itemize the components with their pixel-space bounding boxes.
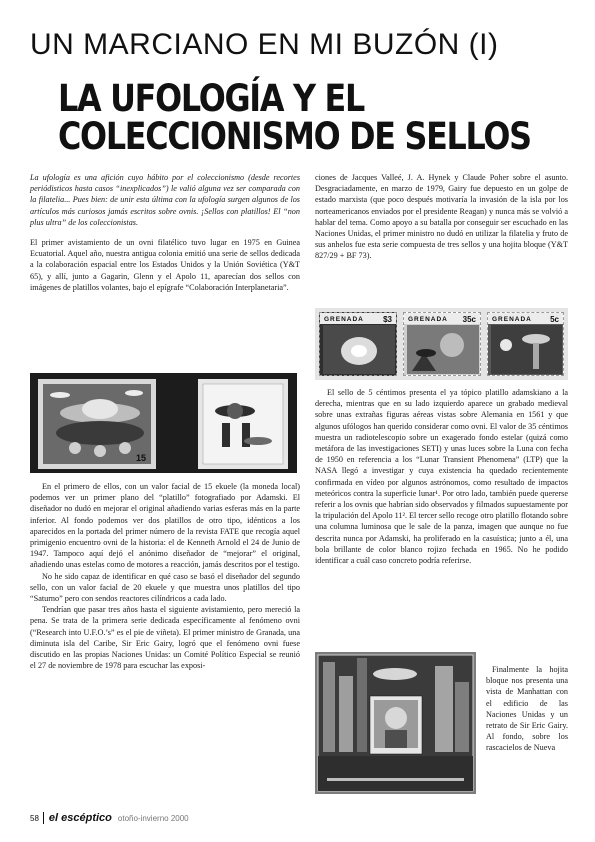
stamp-country: GRENADA <box>492 316 532 323</box>
column-left-top <box>30 172 300 293</box>
column-right-bottom <box>486 664 568 754</box>
stamp-value: 35c <box>462 315 476 324</box>
article-title <box>58 77 531 158</box>
stamp-country: GRENADA <box>324 316 364 323</box>
body-paragraph: El sello de 5 céntimos presenta el ya tópico platillo adamskiano a la derecha, mientras que en su lado izquierdo aparece un grabado medieval sobre unas extrañas figuras aéreas vistas sobre Alemania en 1561 y que algunos ufólogos han querido considerar como ovni. El valor de 35 céntimos muestra un radiotelescopio sobre un exagerado fondo estelar (quizá como metáfora de las investigaciones SETI) y unas luces sobre la Luna con fecha de 1950 en referencia a los “Lunar Transient Phenomena” (LTP) que la NASA llegó a investigar y cuya existencia ha quedado recientemente confirmada en vídeo por algunos astrónomos, como resultado de impactos meteóricos contra la superficie lunar¹. Por otro lado, también puede quererse referir a los ovnis que habrían sido observados y filmados supuestamente por la tripulación del Apolo 11². El tercer sello recoge otro platillo flotando sobre una columna luminosa que le sale de la panza, imagen que aunque no fue descrita nunca por Adamski, ha proliferado en la casuística; junto a él, una bola brillante de color blanco rojizo fechada en 1965. No he podido identificar a cuál caso concreto podría referirse. <box>315 388 568 566</box>
body-paragraph: Tendrían que pasar tres años hasta el siguiente avistamiento, pero mereció la pena. Se trata de la primera serie dedicada específicamente al fenómeno ovni (“Research into U.F.O.’s” es el pie de viñeta). El primer ministro de Granada, una diminuta isla del Caribe, Sir Eric Gairy, logró que el fenómeno ovni fuese discutido en las propias Naciones Unidas: un Comité Político Especial se reunió el 27 de noviembre de 1978 para escuchar las exposi- <box>30 605 300 671</box>
stamp-country: GRENADA <box>408 316 448 323</box>
title-line-2: COLECCIONISMO DE SELLOS <box>58 115 531 158</box>
body-paragraph: El primer avistamiento de un ovni filatélico tuvo lugar en 1975 en Guinea Ecuatorial. Aquel año, nuestra antigua colonia emitió una serie de sellos dedicada a la colaboración espacial entre los Estados Unidos y la Unión Soviética (Y&T 65), y allí, junto a Gagarin, Glenn y el Apolo 11, aparecían dos sellos con imágenes de platillos volantes, bajo el epígrafe “Colaboración Interplanetaria”. <box>30 238 300 292</box>
footer-divider <box>43 812 44 824</box>
page-footer <box>30 811 189 825</box>
column-left-bottom <box>30 481 300 671</box>
grenada-stamp-3 <box>487 312 564 376</box>
figure-souvenir-sheet <box>315 652 476 794</box>
stamp-value: 5c <box>550 315 559 324</box>
column-right-middle <box>315 387 568 566</box>
magazine-name: el escéptico <box>48 812 112 824</box>
column-right-top <box>315 172 568 262</box>
body-paragraph: No he sido capaz de identificar en qué caso se basó el diseñador del segundo sello, con un valor facial de 20 ekuele y que muestra unos platillos del tipo “Saturno” pero con sendos reactores cilíndricos a cada lado. <box>30 571 300 604</box>
eg-stamp-value: 15 <box>136 453 147 463</box>
guinea-stamps-image <box>30 373 297 473</box>
article-kicker: UN MARCIANO EN MI BUZÓN (I) <box>30 28 499 61</box>
lead-paragraph: La ufología es una afición cuyo hábito por el coleccionismo (desde recortes periódisticos hasta casos “inexplicados”) le valió alguna vez ser comparada con la filatelia... Pues bien: de unir esta última con la ufología surgen algunos de los artículos más curiosos jamás escritos sobre ovnis. ¡Sellos con platillos! El “non plus ultra” de los coleccionistas. <box>30 173 300 227</box>
figure-guinea-stamps <box>30 373 297 473</box>
figure-grenada-stamps <box>315 308 568 380</box>
grenada-stamp-1 <box>319 312 397 376</box>
body-paragraph: Finalmente la hojita bloque nos presenta una vista de Manhattan con el edificio de las Naciones Unidas y un retrato de Sir Eric Gairy. Al fondo, sobre los rascacielos de Nueva <box>486 665 568 753</box>
issue-season: otoño-invierno 2000 <box>117 813 189 823</box>
souvenir-sheet-image <box>315 652 476 794</box>
stamp-value: $3 <box>383 315 392 324</box>
title-line-1: LA UFOLOGÍA Y EL <box>58 77 364 120</box>
body-paragraph: ciones de Jacques Valleé, J. A. Hynek y Claude Poher sobre el asunto. Desgraciadamente, en marzo de 1979, Gairy fue depuesto en un golpe de estado marxista (que poco después motivaría la invasión de la isla por los norteamericanos enviados por el presidente Reagan) y nunca más se volvió a hablar del tema. Como apoyo a su batalla por conseguir ser escuchado en las Naciones Unidas, el primer ministro no dudó en utilizar la filatelia y fruto de sus anhelos fue esta serie compuesta de tres sellos y una hojita bloque (Y&T 827/29 + BF 73). <box>315 173 568 261</box>
page-number: 58 <box>30 813 39 823</box>
body-paragraph: En el primero de ellos, con un valor facial de 15 ekuele (la moneda local) podemos ver un primer plano del “platillo” fotografiado por Adamski. El diseñador no dudó en mejorar el original añadiendo varias esferas más en la parte inferior. Al fondo podemos ver dos platillos de otro tipo, idénticos a los aparecidos en la portada del primer número de la revista FATE que recogía aquel primigenio encuentro ovni de la historia: el de Kenneth Arnold el 24 de Junio de 1947. Tampoco aquí dejó el anónimo diseñador de “mejorar” el original, añadiendo unas estelas como de motores a reacción, jamás descritos por el testigo. <box>30 482 300 570</box>
grenada-stamp-2 <box>403 312 481 376</box>
